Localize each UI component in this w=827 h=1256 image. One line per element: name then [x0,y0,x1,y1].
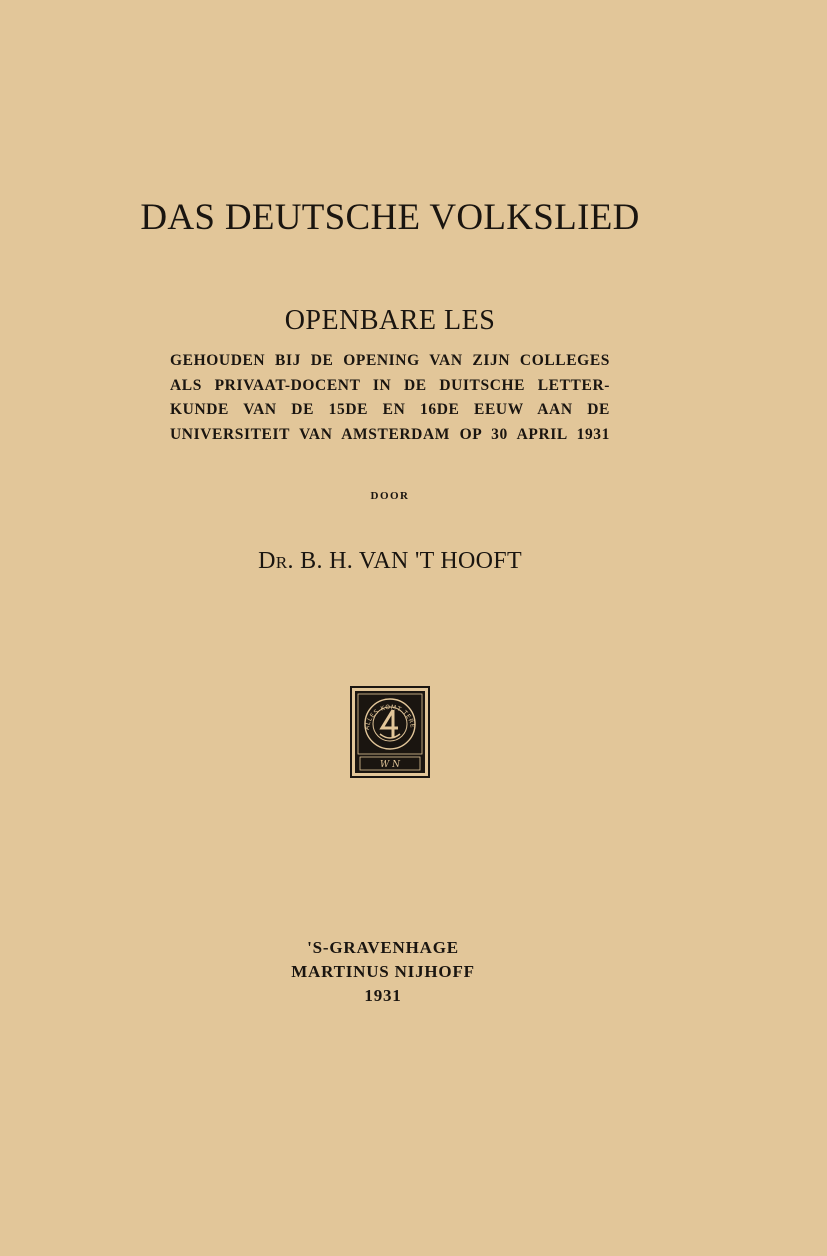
author-title: DR. [258,548,301,574]
imprint-publisher: MARTINUS NIJHOFF [291,962,475,981]
book-title: DAS DEUTSCHE VOLKSLIED [140,197,640,238]
imprint [0,936,766,1008]
publisher-emblem-icon [350,686,430,778]
svg-text:W N: W N [380,760,400,770]
imprint-place: 'S-GRAVENHAGE [307,938,459,957]
publisher-motto: ALLES KOMT TERE [363,703,416,731]
description-line: ALS PRIVAAT-DOCENT IN DE DUITSCHE LETTER- [170,376,610,394]
subtitle: OPENBARE LES [284,305,496,336]
description-line: GEHOUDEN BIJ DE OPENING VAN ZIJN COLLEGES [170,352,610,369]
author-name [0,545,780,579]
description-line: UNIVERSITEIT VAN AMSTERDAM OP 30 APRIL 1931 [170,425,610,443]
description-block [170,349,610,447]
author-surname: B. H. VAN 'T HOOFT [300,548,522,574]
imprint-year: 1931 [364,986,402,1005]
door-label: DOOR [370,490,410,502]
description-line: KUNDE VAN DE 15DE EN 16DE EEUW AAN DE [170,401,610,418]
